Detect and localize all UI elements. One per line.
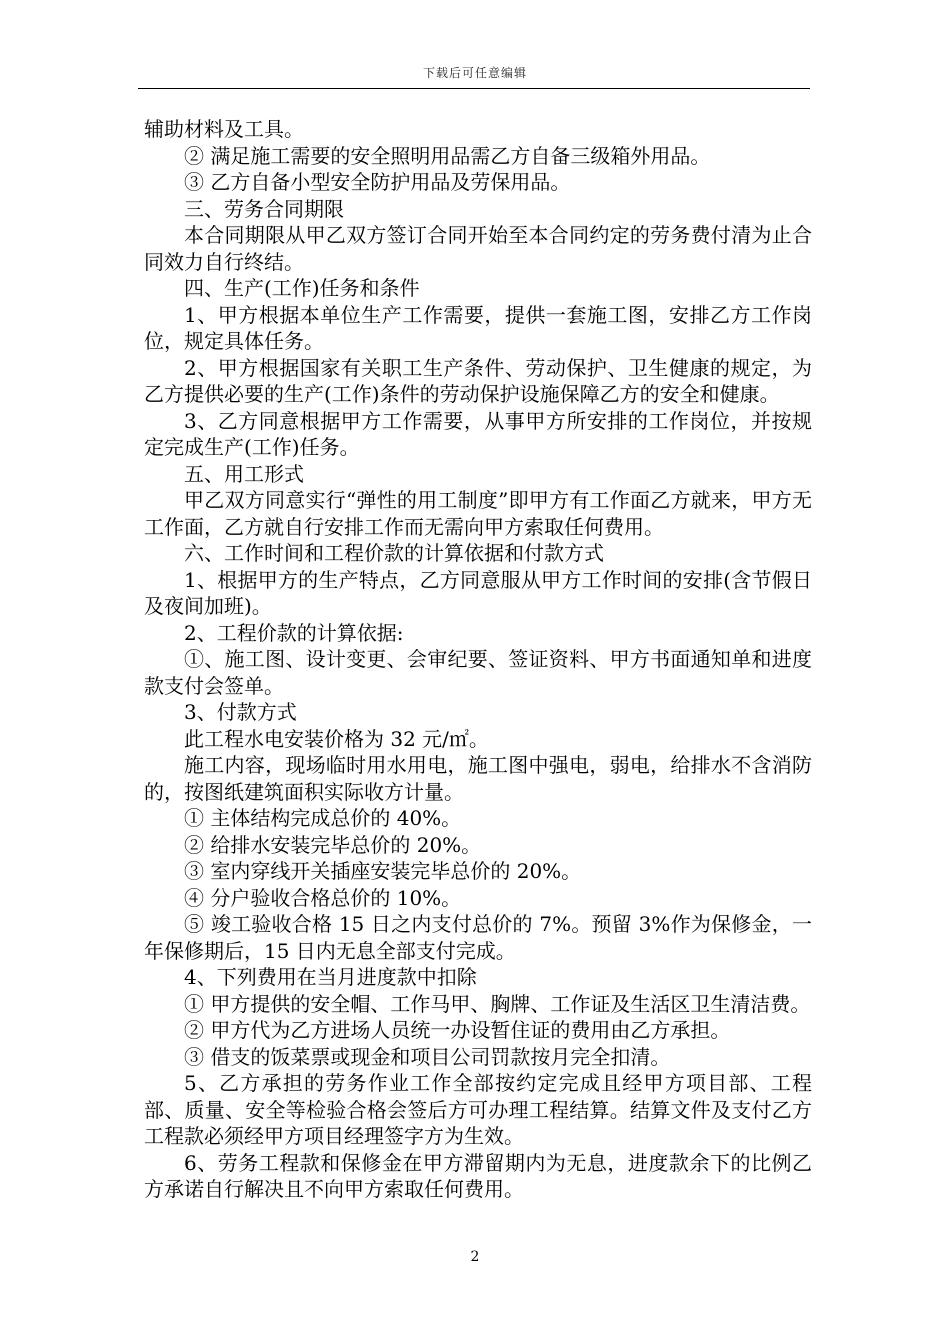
paragraph: 2、工程价款的计算依据:	[184, 620, 404, 645]
paragraph: 6、劳务工程款和保修金在甲方滞留期内为无息，进度款余下的比例乙方承诺自行解决且不向甲方索取任何费用。	[144, 1150, 812, 1201]
paragraph: 四、生产(工作)任务和条件	[184, 276, 420, 300]
header-divider	[138, 88, 810, 89]
paragraph: 4、下列费用在当月进度款中扣除	[184, 965, 477, 989]
paragraph: 1、根据甲方的生产特点，乙方同意服从甲方工作时间的安排(含节假日及夜间加班)。	[144, 567, 812, 618]
paragraph: 1、甲方根据本单位生产工作需要，提供一套施工图，安排乙方工作岗位，规定具体任务。	[144, 302, 812, 353]
paragraph: ③ 乙方自备小型安全防护用品及劳保用品。	[184, 170, 571, 194]
paragraph: ② 满足施工需要的安全照明用品需乙方自备三级箱外用品。	[184, 143, 711, 168]
paragraph: 甲乙双方同意实行“弹性的用工制度”即甲方有工作面乙方就来，甲方无工作面，乙方就自行安排工作而无需向甲方索取任何费用。	[144, 488, 812, 539]
paragraph: ② 给排水安装完毕总价的 20%。	[184, 832, 482, 857]
paragraph: 此工程水电安装价格为 32 元/㎡。	[184, 726, 489, 751]
paragraph: ③ 室内穿线开关插座安装完毕总价的 20%。	[184, 859, 582, 883]
paragraph: ② 甲方代为乙方进场人员统一办设暂住证的费用由乙方承担。	[184, 1018, 731, 1042]
page-number: 2	[470, 1249, 480, 1265]
paragraph: 辅助材料及工具。	[144, 117, 304, 141]
page-header: 下载后可任意编辑	[422, 66, 527, 80]
paragraph: 六、工作时间和工程价款的计算依据和付款方式	[184, 541, 604, 565]
paragraph: 3、乙方同意根据甲方工作需要，从事甲方所安排的工作岗位，并按规定完成生产(工作)任务。	[144, 408, 812, 459]
paragraph: ① 甲方提供的安全帽、工作马甲、胸牌、工作证及生活区卫生清洁费。	[184, 991, 811, 1016]
paragraph: 施工内容，现场临时用水用电，施工图中强电，弱电，给排水不含消防的，按图纸建筑面积实际收方计量。	[144, 753, 812, 804]
paragraph: 五、用工形式	[184, 461, 304, 486]
paragraph: 3、付款方式	[184, 700, 297, 724]
paragraph: ③ 借支的饭菜票或现金和项目公司罚款按月完全扣清。	[184, 1044, 671, 1069]
paragraph: ① 主体结构完成总价的 40%。	[184, 806, 462, 830]
paragraph: ①、施工图、设计变更、会审纪要、签证资料、甲方书面通知单和进度款支付会签单。	[144, 647, 812, 698]
document-body	[144, 116, 812, 1203]
paragraph: 三、劳务合同期限	[184, 196, 344, 221]
paragraph: ④ 分户验收合格总价的 10%。	[184, 885, 462, 910]
paragraph: 2、甲方根据国家有关职工生产条件、劳动保护、卫生健康的规定，为乙方提供必要的生产(工作)条件的劳动保护设施保障乙方的安全和健康。	[144, 355, 812, 406]
paragraph: 本合同期限从甲乙双方签订合同开始至本合同约定的劳务费付清为止合同效力自行终结。	[144, 223, 812, 274]
paragraph: 5、乙方承担的劳务作业工作全部按约定完成且经甲方项目部、工程部、质量、安全等检验合格会签后方可办理工程结算。结算文件及支付乙方工程款必须经甲方项目经理签字方为生效。	[144, 1071, 812, 1148]
paragraph: ⑤ 竣工验收合格 15 日之内支付总价的 7%。预留 3%作为保修金，一年保修期后，15 日内无息全部支付完成。	[144, 912, 812, 963]
